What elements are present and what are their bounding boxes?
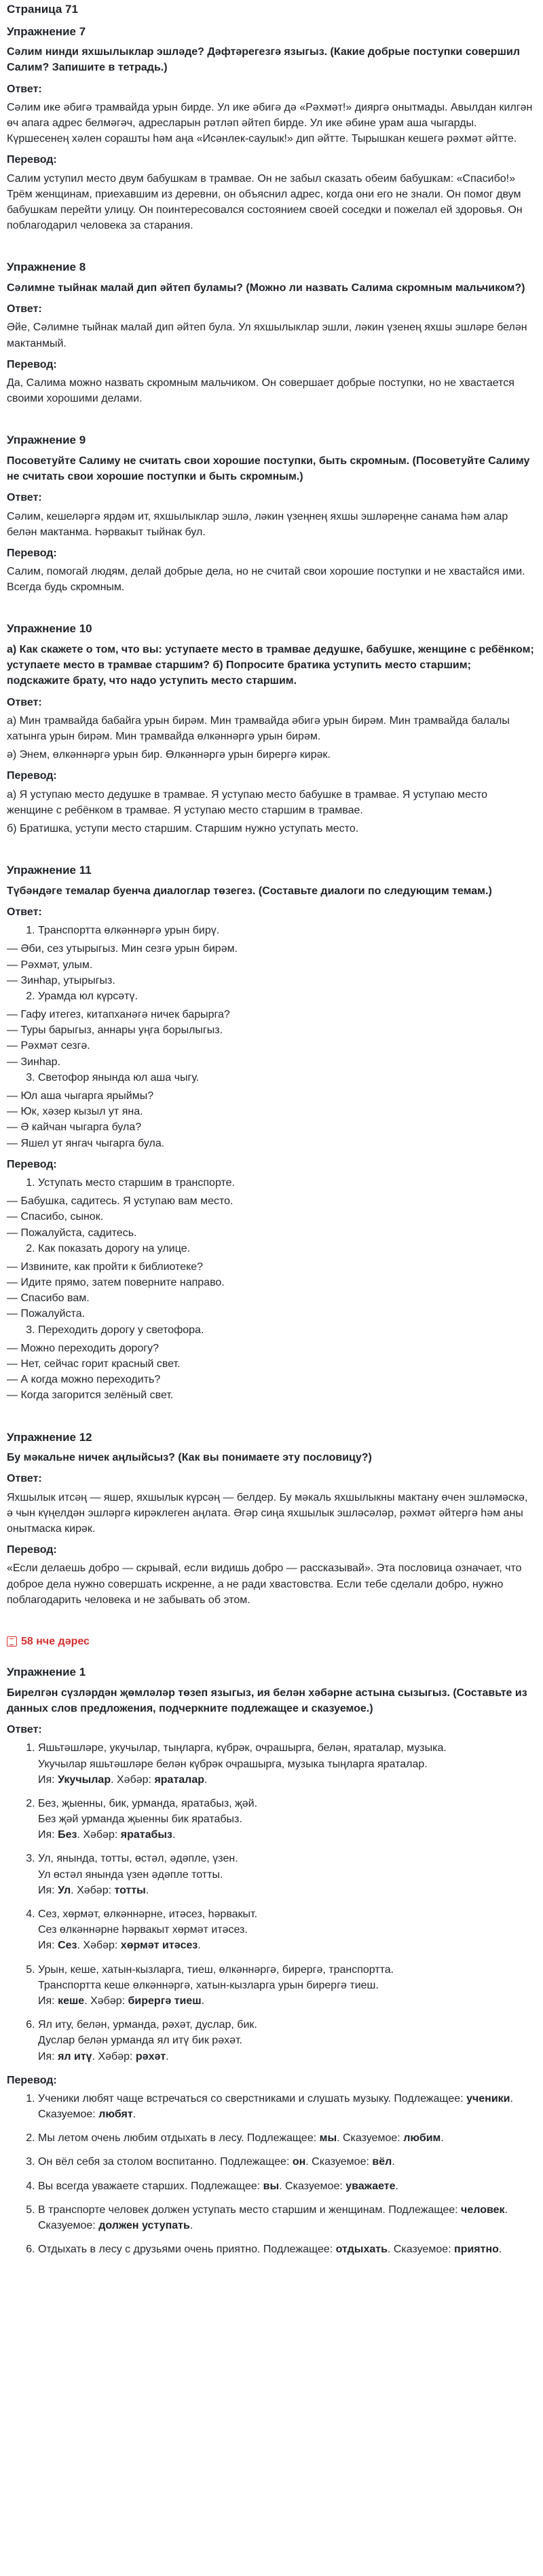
built-sentence: Без җәй урманда җыенны бик яратабыз. bbox=[38, 1813, 242, 1826]
translated-sentence: В транспорте человек должен уступать место старшим и женщинам. bbox=[38, 2204, 386, 2216]
translation-item: 3. Он вёл себя за столом воспитанно. Подлежащее: он. Сказуемое: вёл. bbox=[38, 2154, 536, 2170]
exercise-title: Упражнение 9 bbox=[7, 434, 86, 447]
dialogue-line: — Нет, сейчас горит красный свет. bbox=[7, 1358, 181, 1370]
predicate-label: Хәбәр: bbox=[90, 1995, 126, 2007]
predicate-value: яраталар bbox=[154, 1773, 205, 1786]
dialogue-topic: 1. Уступать место старшим в транспорте. bbox=[38, 1175, 536, 1191]
dialogue-line: — Юл аша чыгарга ярыймы? bbox=[7, 1090, 154, 1102]
dialogue-line: — Юк, хәзер кызыл ут яна. bbox=[7, 1106, 143, 1118]
document-icon bbox=[7, 1636, 17, 1647]
translation-item: 2. Мы летом очень любим отдыхать в лесу. Подлежащее: мы. Сказуемое: любим. bbox=[38, 2130, 536, 2146]
answer-label: Ответ: bbox=[7, 696, 42, 708]
subject-label: Ия: bbox=[38, 1773, 55, 1786]
built-sentence: Транспортта кеше өлкәннәргә, хатын-кызларга урын бирергә тиеш. bbox=[38, 1979, 379, 1991]
lesson-link[interactable] bbox=[7, 1634, 536, 1649]
answer-item bbox=[38, 1796, 536, 1843]
answer-item bbox=[38, 1740, 536, 1788]
dialogue-line: — Ә кайчан чыгарга була? bbox=[7, 1121, 142, 1134]
subject-value: Сез bbox=[58, 1940, 77, 1952]
answer-label: Ответ: bbox=[7, 303, 42, 315]
exercise-12 bbox=[7, 1429, 536, 1608]
predicate-value: яратабыз bbox=[120, 1829, 172, 1841]
translation-item: 6. Отдыхать в лесу с друзьями очень приятно. Подлежащее: отдыхать. Сказуемое: приятно. bbox=[38, 2242, 536, 2257]
translation-text-b: б) Братишка, уступи место старшим. Старшим нужно уступать место. bbox=[7, 822, 359, 834]
translated-sentence: Мы летом очень любим отдыхать в лесу. bbox=[38, 2132, 244, 2145]
dialogue-topic-list bbox=[7, 923, 536, 938]
dialogue-line: — Можно переходить дорогу? bbox=[7, 1342, 160, 1354]
dialogue-topic: 2. Как показать дорогу на улице. bbox=[38, 1241, 536, 1256]
exercise-9 bbox=[7, 432, 536, 595]
subject-predicate-line: Ия: ял итү. Хәбәр: рәхәт. bbox=[38, 2050, 169, 2062]
subject-value: ял итү bbox=[58, 2050, 92, 2062]
subject-predicate-line: Ия: Без. Хәбәр: яратабыз. bbox=[38, 1829, 176, 1841]
subject-label: Подлежащее: bbox=[190, 2180, 261, 2192]
given-words: 2. Без, җыенны, бик, урманда, яратабыз, җәй. bbox=[38, 1797, 258, 1809]
translation-text: Салим уступил место двум бабушкам в трамвае. Он не забыл сказать обеим бабушкам: «Спасибо!» Трём женщинам, приехавшим из деревни, он объяснил адрес, когда они его не знали. Он помог двум бабушкам перейти улицу. Он поинтересовался состоянием своей соседки и пожелал ей здоровья. Он поблагодарил человека за старания. bbox=[7, 172, 523, 232]
answer-text: Әйе, Сәлимне тыйнак малай дип әйтеп була. Ул яхшылыклар эшли, ләкин үзенең яхшы эшләре белән мактанмый. bbox=[7, 322, 527, 349]
translation-label: Перевод: bbox=[7, 547, 57, 559]
exercise-title: Упражнение 8 bbox=[7, 261, 86, 274]
dialogue-line: — Әби, сез утырыгыз. Мин сезгә урын бирәм. bbox=[7, 943, 238, 955]
translation-label: Перевод: bbox=[7, 770, 57, 782]
subject-label: Подлежащее: bbox=[263, 2244, 333, 2256]
answer-text: Сәлим, кешеләргә ярдәм ит, яхшылыклар эшлә, ләкин үзеңнең яхшы эшләреңне санама һәм алар белән мактанма. Һәрвакыт тыйнак бул. bbox=[7, 510, 508, 538]
translated-sentence: Вы всегда уважаете старших. bbox=[38, 2180, 188, 2192]
given-words: 5. Урын, кеше, хатын-кызларга, тиеш, өлкәннәргә, бирергә, транспортта. bbox=[38, 1963, 394, 1976]
translation-label: Перевод: bbox=[7, 1544, 57, 1556]
subject-label: Подлежащее: bbox=[220, 2156, 290, 2168]
exercise-1 bbox=[7, 1664, 536, 2257]
subject-predicate-line: Ия: Сез. Хәбәр: хөрмәт итәсез. bbox=[38, 1940, 201, 1952]
answer-text: Яхшылык итсәң — яшер, яхшылык күрсәң — белдер. Бу мәкаль яхшылыкны мактану өчен эшләмәскә, ә чын күңелдән эшләргә кирәклеген аңлата. Әгәр сиңа яхшылык эшләсәләр, рәхмәт әйтергә һәм аны онытмаска кирәк. bbox=[7, 1491, 528, 1535]
dialogue-topic: 1. Транспортта өлкәннәргә урын бирү. bbox=[38, 923, 536, 938]
predicate-value: должен уступать bbox=[98, 2220, 190, 2231]
subject-predicate-line: Ия: Ул. Хәбәр: тотты. bbox=[38, 1884, 149, 1896]
exercise-title: Упражнение 11 bbox=[7, 864, 92, 877]
given-words: 6. Ял иту, белән, урманда, рәхәт, дуслар, бик. bbox=[38, 2019, 257, 2031]
dialogue-topic: 2. Урамда юл күрсәтү. bbox=[38, 988, 536, 1004]
exercise-10 bbox=[7, 621, 536, 837]
predicate-label: Сказуемое: bbox=[393, 2244, 451, 2256]
translated-sentence: Он вёл себя за столом воспитанно. bbox=[38, 2156, 217, 2168]
exercise-title: Упражнение 10 bbox=[7, 622, 92, 636]
built-sentence: Ул өстәл янында үзен әдәпле тотты. bbox=[38, 1868, 223, 1881]
translation-item: 1. Ученики любят чаще встречаться со сверстниками и слушать музыку. Подлежащее: ученики. Сказуемое: любят. bbox=[38, 2091, 536, 2122]
exercise-task: Посоветуйте Салиму не считать свои хорошие поступки, быть скромным. (Посоветуйте Салиму не считать свои хорошие поступки и быть скромным.) bbox=[7, 455, 530, 483]
subject-value: человек bbox=[461, 2204, 505, 2216]
dialogue-line: — Гафу итегез, китапханәгә ничек барырга? bbox=[7, 1009, 230, 1021]
subject-label: Подлежащее: bbox=[246, 2132, 317, 2145]
predicate-value: любим bbox=[403, 2132, 441, 2145]
exercise-title: Упражнение 1 bbox=[7, 1666, 86, 1679]
exercise-task: Бирелгән сүзләрдән җөмләләр төзеп языгыз, ия белән хәбәрне астына сызыгыз. (Составьте из данных слов предложения, подчеркните подлежащее и сказуемое.) bbox=[7, 1687, 527, 1714]
predicate-label: Сказуемое: bbox=[343, 2132, 400, 2145]
page bbox=[0, 1, 543, 2299]
translation-list bbox=[7, 2091, 536, 2258]
exercise-title: Упражнение 12 bbox=[7, 1430, 92, 1444]
exercise-title: Упражнение 7 bbox=[7, 24, 86, 38]
dialogue-line: — Рәхмәт, улым. bbox=[7, 959, 93, 971]
exercise-11 bbox=[7, 862, 536, 1403]
translation-label: Перевод: bbox=[7, 2074, 57, 2086]
translation-label: Перевод: bbox=[7, 358, 57, 370]
exercise-task: Түбәндәге темалар буенча диалоглар төзегез. (Составьте диалоги по следующим темам.) bbox=[7, 885, 492, 897]
answer-text: Сәлим ике әбигә трамвайда урын бирде. Ул ике әбигә дә «Рәхмәт!» дияргә онытмады. Авылдан килгән өч апага адрес белмәгәч, адресларын рәтләп әйтеп бирде. Ул ике әбине урам аша чыгарды. Күршесенең хәлен сорашты һәм аңа «Исәнлек-саулык!» дип әйтте. Тырышкан кешегә рәхмәт әйтте. bbox=[7, 101, 533, 145]
predicate-value: приятно bbox=[454, 2244, 499, 2256]
translation-text: Да, Салима можно назвать скромным мальчиком. Он совершает добрые поступки, но не хвастается своими хорошими делами. bbox=[7, 377, 514, 405]
predicate-label: Сказуемое: bbox=[285, 2180, 343, 2192]
built-sentence: Дуслар белән урманда ял итү бик рәхәт. bbox=[38, 2035, 242, 2047]
dialogue-topic-list bbox=[7, 988, 536, 1004]
exercise-task: а) Как скажете о том, что вы: уступаете место в трамвае дедушке, бабушке, женщине с ребёнком; уступаете место в трамвае старшим? б) Попросите братика уступить место старшим; подскажите брату, что надо уступить место старшим. bbox=[7, 644, 534, 687]
dialogue-line: — Бабушка, садитесь. Я уступаю вам место. bbox=[7, 1195, 233, 1208]
answer-item bbox=[38, 2017, 536, 2064]
answer-label: Ответ: bbox=[7, 1724, 42, 1736]
dialogue-line: — Зинһар. bbox=[7, 1056, 61, 1068]
translation-text-a: а) Я уступаю место дедушке в трамвае. Я уступаю место бабушке в трамвае. Я уступаю место женщине с ребёнком в трамвае. Я уступаю место старшим в трамвае. bbox=[7, 788, 488, 816]
subject-predicate-line: Ия: кеше. Хәбәр: бирергә тиеш. bbox=[38, 1995, 205, 2007]
predicate-value: тотты bbox=[114, 1884, 146, 1896]
predicate-value: уважаете bbox=[345, 2180, 396, 2192]
dialogue-line: — Когда загорится зелёный свет. bbox=[7, 1389, 174, 1402]
dialogue-line: — Рәхмәт сезгә. bbox=[7, 1040, 90, 1052]
dialogue-line: — Идите прямо, затем поверните направо. bbox=[7, 1277, 225, 1289]
dialogue-line: — Туры барыгыз, аннары уңга борылыгыз. bbox=[7, 1024, 223, 1037]
lesson-link-text[interactable]: 58 нче дәрес bbox=[21, 1635, 90, 1647]
translation-item: 4. Вы всегда уважаете старших. Подлежащее: вы. Сказуемое: уважаете. bbox=[38, 2178, 536, 2194]
answer-label: Ответ: bbox=[7, 906, 42, 918]
predicate-label: Сказуемое: bbox=[38, 2109, 96, 2121]
given-words: 1. Яшьтәшләре, укучылар, тыңларга, күбрәк, очрашырга, белән, яраталар, музыка. bbox=[38, 1742, 447, 1754]
exercise-7 bbox=[7, 24, 536, 234]
answer-label: Ответ: bbox=[7, 83, 42, 95]
predicate-label: Хәбәр: bbox=[83, 1829, 118, 1841]
subject-label: Ия: bbox=[38, 1884, 55, 1896]
predicate-value: рәхәт bbox=[135, 2050, 166, 2062]
built-sentence: Сез өлкәннәрне һәрвакыт хөрмәт итәсез. bbox=[38, 1924, 248, 1936]
dialogue-topic-list bbox=[7, 1175, 536, 1191]
subject-label: Подлежащее: bbox=[394, 2092, 464, 2104]
subject-value: он bbox=[292, 2156, 306, 2168]
given-words: 4. Сез, хөрмәт, өлкәннәрне, итәсез, һәрвакыт. bbox=[38, 1908, 258, 1920]
translated-sentence: Ученики любят чаще встречаться со сверстниками и слушать музыку. bbox=[38, 2092, 391, 2104]
dialogue-line: — Яшел ут янгач чыгарга була. bbox=[7, 1137, 165, 1149]
subject-label: Ия: bbox=[38, 2050, 55, 2062]
answer-item bbox=[38, 1906, 536, 1954]
answer-label: Ответ: bbox=[7, 492, 42, 504]
subject-value: отдыхать bbox=[335, 2244, 388, 2256]
predicate-value: вёл bbox=[372, 2156, 392, 2168]
dialogue-line: — Пожалуйста, садитесь. bbox=[7, 1227, 137, 1239]
dialogue-line: — Спасибо, сынок. bbox=[7, 1211, 104, 1223]
translation-text: Салим, помогай людям, делай добрые дела, но не считай свои хорошие поступки и не хвастайся ими. Всегда будь скромным. bbox=[7, 566, 525, 594]
predicate-label: Сказуемое: bbox=[312, 2156, 369, 2168]
predicate-value: любят bbox=[98, 2109, 133, 2121]
predicate-label: Сказуемое: bbox=[38, 2220, 96, 2231]
subject-predicate-line: Ия: Укучылар. Хәбәр: яраталар. bbox=[38, 1773, 208, 1786]
dialogue-line: — Спасибо вам. bbox=[7, 1292, 90, 1305]
predicate-label: Хәбәр: bbox=[77, 1884, 112, 1896]
subject-value: вы bbox=[263, 2180, 280, 2192]
exercise-8 bbox=[7, 259, 536, 406]
predicate-value: бирергә тиеш bbox=[128, 1995, 202, 2007]
dialogue-topic-list bbox=[7, 1241, 536, 1256]
answer-list bbox=[7, 1740, 536, 2064]
predicate-label: Хәбәр: bbox=[83, 1940, 118, 1952]
translation-item: 5. В транспорте человек должен уступать место старшим и женщинам. Подлежащее: человек. Сказуемое: должен уступать. bbox=[38, 2202, 536, 2233]
exercise-task: Сәлимне тыйнак малай дип әйтеп буламы? (Можно ли назвать Салима скромным мальчиком?) bbox=[7, 282, 525, 294]
built-sentence: Укучылар яшьтәшләре белән күбрәк очрашырга, музыка тыңларга яраталар. bbox=[38, 1758, 428, 1770]
subject-label: Ия: bbox=[38, 1829, 55, 1841]
dialogue-line: — А когда можно переходить? bbox=[7, 1374, 161, 1386]
subject-value: кеше bbox=[58, 1995, 85, 2007]
answer-item bbox=[38, 1851, 536, 1898]
dialogue-line: — Зинһар, утырыгыз. bbox=[7, 974, 115, 986]
translated-sentence: Отдыхать в лесу с друзьями очень приятно. bbox=[38, 2244, 261, 2256]
answer-item bbox=[38, 1962, 536, 2010]
dialogue-topic-list bbox=[7, 1322, 536, 1338]
exercise-task: Бу мәкальне ничек аңлыйсыз? (Как вы понимаете эту пословицу?) bbox=[7, 1452, 372, 1464]
dialogue-line: — Пожалуйста. bbox=[7, 1308, 86, 1320]
page-title: Страница 71 bbox=[7, 3, 78, 16]
dialogue-topic-list bbox=[7, 1070, 536, 1085]
subject-label: Ия: bbox=[38, 1995, 55, 2007]
subject-value: мы bbox=[319, 2132, 337, 2145]
translation-label: Перевод: bbox=[7, 154, 57, 166]
predicate-label: Хәбәр: bbox=[98, 2050, 133, 2062]
subject-value: ученики bbox=[466, 2092, 510, 2104]
translation-label: Перевод: bbox=[7, 1158, 57, 1170]
answer-text-a: а) Мин трамвайда бабайга урын бирәм. Мин трамвайда әбигә урын бирәм. Мин трамвайда балалы хатынга урын бирәм. Мин трамвайда өлкәннәргә урын бирәм. bbox=[7, 714, 510, 743]
exercise-task: Сәлим нинди яхшылыклар эшләде? Дәфтәрегезгә языгыз. (Какие добрые поступки совершил Салим? Запишите в тетрадь.) bbox=[7, 46, 521, 74]
subject-value: Ул bbox=[58, 1884, 71, 1896]
given-words: 3. Ул, янында, тотты, өстәл, әдәпле, үзен. bbox=[38, 1853, 238, 1865]
dialogue-topic: 3. Переходить дорогу у светофора. bbox=[38, 1322, 536, 1338]
translation-text: «Если делаешь добро — скрывай, если видишь добро — рассказывай». Эта пословица означает, что доброе дела нужно совершать искренне, а не ради хвастовства. Если тебе сделали добро, нужно поблагодарить человека и не забывать об этом. bbox=[7, 1562, 522, 1606]
subject-value: Без bbox=[58, 1829, 77, 1841]
dialogue-line: — Извините, как пройти к библиотеке? bbox=[7, 1261, 204, 1273]
subject-value: Укучылар bbox=[58, 1773, 111, 1786]
predicate-value: хөрмәт итәсез bbox=[120, 1940, 198, 1952]
subject-label: Ия: bbox=[38, 1940, 55, 1952]
answer-label: Ответ: bbox=[7, 1473, 42, 1485]
subject-label: Подлежащее: bbox=[388, 2204, 458, 2216]
predicate-label: Хәбәр: bbox=[117, 1773, 151, 1786]
dialogue-topic: 3. Светофор янында юл аша чыгу. bbox=[38, 1070, 536, 1085]
answer-text-b: ә) Энем, өлкәннәргә урын бир. Өлкәннәргә урын бирергә кирәк. bbox=[7, 749, 331, 761]
